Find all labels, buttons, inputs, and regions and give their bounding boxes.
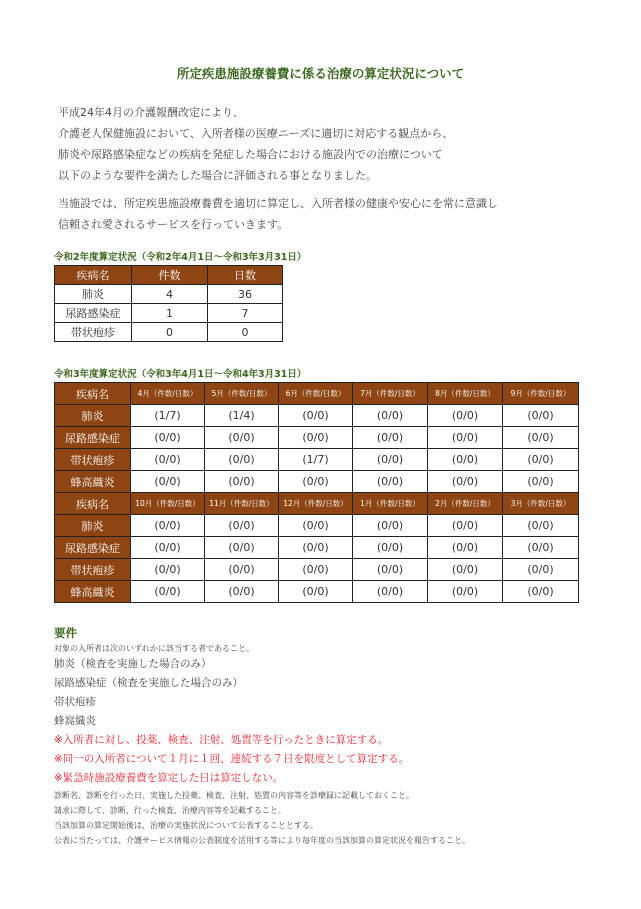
- header-disease: 疾病名: [55, 383, 131, 405]
- note-item: 当該加算の算定開始後は、治療の実施状況について公表することとする。: [54, 821, 318, 830]
- table-row: [55, 515, 579, 537]
- value-cell: (0/0): [428, 581, 503, 603]
- table-row: [55, 559, 579, 581]
- header-month: 3月（件数/日数）: [503, 493, 579, 515]
- intro-line: 当施設では、所定疾患施設療養費を適切に算定し、入所者様の健康や安心にを常に意識し: [58, 197, 498, 210]
- disease-name: 尿路感染症: [55, 427, 131, 449]
- note-item: 請求に際して、診断、行った検査、治療内容等を記載すること。: [54, 806, 286, 815]
- value-cell: (0/0): [503, 405, 579, 427]
- value-cell: (0/0): [205, 449, 279, 471]
- value-cell: (0/0): [503, 471, 579, 493]
- value-cell: (0/0): [503, 581, 579, 603]
- value-cell: (0/0): [279, 581, 353, 603]
- value-cell: (0/0): [503, 449, 579, 471]
- reiwa2-table: [54, 265, 283, 342]
- value-cell: (0/0): [353, 427, 428, 449]
- table-row: [55, 285, 283, 304]
- value-cell: (0/0): [353, 537, 428, 559]
- count-cell: 1: [132, 304, 208, 323]
- disease-name: 帯状疱疹: [55, 449, 131, 471]
- days-cell: 0: [208, 323, 283, 342]
- intro-line: 平成24年4月の介護報酬改定により、: [58, 106, 244, 119]
- value-cell: (0/0): [279, 427, 353, 449]
- value-cell: (0/0): [353, 559, 428, 581]
- table-row: [55, 537, 579, 559]
- value-cell: (0/0): [205, 537, 279, 559]
- value-cell: (0/0): [428, 427, 503, 449]
- note-item: 公表に当たっては、介護サービス情報の公表制度を活用する等により毎年度の当該加算の算定状況を報告すること。: [54, 836, 470, 845]
- value-cell: (0/0): [503, 427, 579, 449]
- header-month: 5月（件数/日数）: [205, 383, 279, 405]
- intro-line: 以下のような要件を満たした場合に評価される事となりました。: [58, 169, 377, 182]
- table1-caption: 令和2年度算定状況（令和2年4月1日～令和3年3月31日）: [54, 252, 307, 263]
- note-item: 診断名、診断を行った日、実施した投薬、検査、注射、処置の内容等を診療録に記載しておくこと。: [54, 791, 414, 800]
- red-note: ※入所者に対し、投薬、検査、注射、処置等を行ったときに算定する。: [54, 734, 389, 746]
- value-cell: (0/0): [131, 427, 205, 449]
- table-row: [55, 581, 579, 603]
- disease-name: 肺炎: [55, 515, 131, 537]
- value-cell: (0/0): [131, 449, 205, 471]
- disease-name: 帯状疱疹: [55, 323, 132, 342]
- intro-line: 肺炎や尿路感染症などの疾病を発症した場合における施設内での治療について: [58, 148, 443, 161]
- header-month: 12月（件数/日数）: [279, 493, 353, 515]
- header-month: 4月（件数/日数）: [131, 383, 205, 405]
- condition-item: 帯状疱疹: [54, 696, 96, 708]
- value-cell: (0/0): [353, 471, 428, 493]
- value-cell: (0/0): [428, 449, 503, 471]
- requirements-section: [54, 642, 470, 848]
- value-cell: (0/0): [279, 515, 353, 537]
- table2-caption: 令和3年度算定状況（令和3年4月1日～令和4年3月31日）: [54, 369, 307, 380]
- table-row: [55, 449, 579, 471]
- requirements-lead: 対象の入所者は次のいずれかに該当する者であること。: [54, 644, 254, 653]
- value-cell: (0/0): [205, 559, 279, 581]
- value-cell: (0/0): [279, 471, 353, 493]
- header-days: 日数: [208, 266, 283, 285]
- value-cell: (0/0): [353, 405, 428, 427]
- value-cell: (0/0): [279, 537, 353, 559]
- header-month: 9月（件数/日数）: [503, 383, 579, 405]
- header-month: 6月（件数/日数）: [279, 383, 353, 405]
- value-cell: (1/4): [205, 405, 279, 427]
- disease-name: 蜂高織炎: [55, 581, 131, 603]
- table-row: [55, 471, 579, 493]
- value-cell: (0/0): [131, 559, 205, 581]
- value-cell: (0/0): [503, 515, 579, 537]
- value-cell: (0/0): [131, 471, 205, 493]
- value-cell: (0/0): [205, 581, 279, 603]
- value-cell: (0/0): [131, 537, 205, 559]
- disease-name: 蜂高織炎: [55, 471, 131, 493]
- header-disease: 疾病名: [55, 493, 131, 515]
- disease-name: 尿路感染症: [55, 537, 131, 559]
- value-cell: (0/0): [428, 405, 503, 427]
- table-header-row: [55, 266, 283, 285]
- requirements-title: 要件: [54, 626, 77, 640]
- table-row: [55, 405, 579, 427]
- disease-name: 尿路感染症: [55, 304, 132, 323]
- value-cell: (0/0): [428, 515, 503, 537]
- table-row: [55, 323, 283, 342]
- condition-item: 尿路感染症（検査を実施した場合のみ）: [54, 677, 243, 689]
- disease-name: 肺炎: [55, 285, 132, 304]
- value-cell: (0/0): [503, 537, 579, 559]
- value-cell: (0/0): [205, 471, 279, 493]
- disease-name: 肺炎: [55, 405, 131, 427]
- count-cell: 0: [132, 323, 208, 342]
- days-cell: 36: [208, 285, 283, 304]
- value-cell: (0/0): [428, 537, 503, 559]
- intro-text: [58, 102, 498, 235]
- reiwa3-table: [54, 382, 579, 603]
- value-cell: (0/0): [353, 581, 428, 603]
- value-cell: (0/0): [205, 427, 279, 449]
- disease-name: 帯状疱疹: [55, 559, 131, 581]
- condition-item: 蜂窩織炎: [54, 715, 96, 727]
- value-cell: (0/0): [428, 471, 503, 493]
- value-cell: (1/7): [131, 405, 205, 427]
- value-cell: (0/0): [428, 559, 503, 581]
- header-count: 件数: [132, 266, 208, 285]
- value-cell: (0/0): [279, 405, 353, 427]
- header-month: 8月（件数/日数）: [428, 383, 503, 405]
- header-month: 11月（件数/日数）: [205, 493, 279, 515]
- value-cell: (0/0): [205, 515, 279, 537]
- header-month: 10月（件数/日数）: [131, 493, 205, 515]
- value-cell: (1/7): [279, 449, 353, 471]
- value-cell: (0/0): [131, 515, 205, 537]
- table-header-row: [55, 383, 579, 405]
- condition-item: 肺炎（検査を実施した場合のみ）: [54, 658, 212, 670]
- value-cell: (0/0): [279, 559, 353, 581]
- value-cell: (0/0): [131, 581, 205, 603]
- value-cell: (0/0): [353, 515, 428, 537]
- count-cell: 4: [132, 285, 208, 304]
- table-row: [55, 304, 283, 323]
- value-cell: (0/0): [503, 559, 579, 581]
- red-note: ※同一の入所者について１月に１回、連続する７日を限度として算定する。: [54, 753, 410, 765]
- value-cell: (0/0): [353, 449, 428, 471]
- days-cell: 7: [208, 304, 283, 323]
- page-title: 所定疾患施設療養費に係る治療の算定状況について: [176, 66, 465, 81]
- intro-line: 介護老人保健施設において、入所者様の医療ニーズに適切に対応する観点から、: [58, 127, 454, 140]
- table-header-row: [55, 493, 579, 515]
- red-note: ※緊急時施設療養費を算定した日は算定しない。: [54, 772, 284, 784]
- header-disease: 疾病名: [55, 266, 132, 285]
- table-row: [55, 427, 579, 449]
- header-month: 1月（件数/日数）: [353, 493, 428, 515]
- intro-line: 信頼され愛されるサービスを行っていきます。: [58, 218, 289, 231]
- header-month: 7月（件数/日数）: [353, 383, 428, 405]
- header-month: 2月（件数/日数）: [428, 493, 503, 515]
